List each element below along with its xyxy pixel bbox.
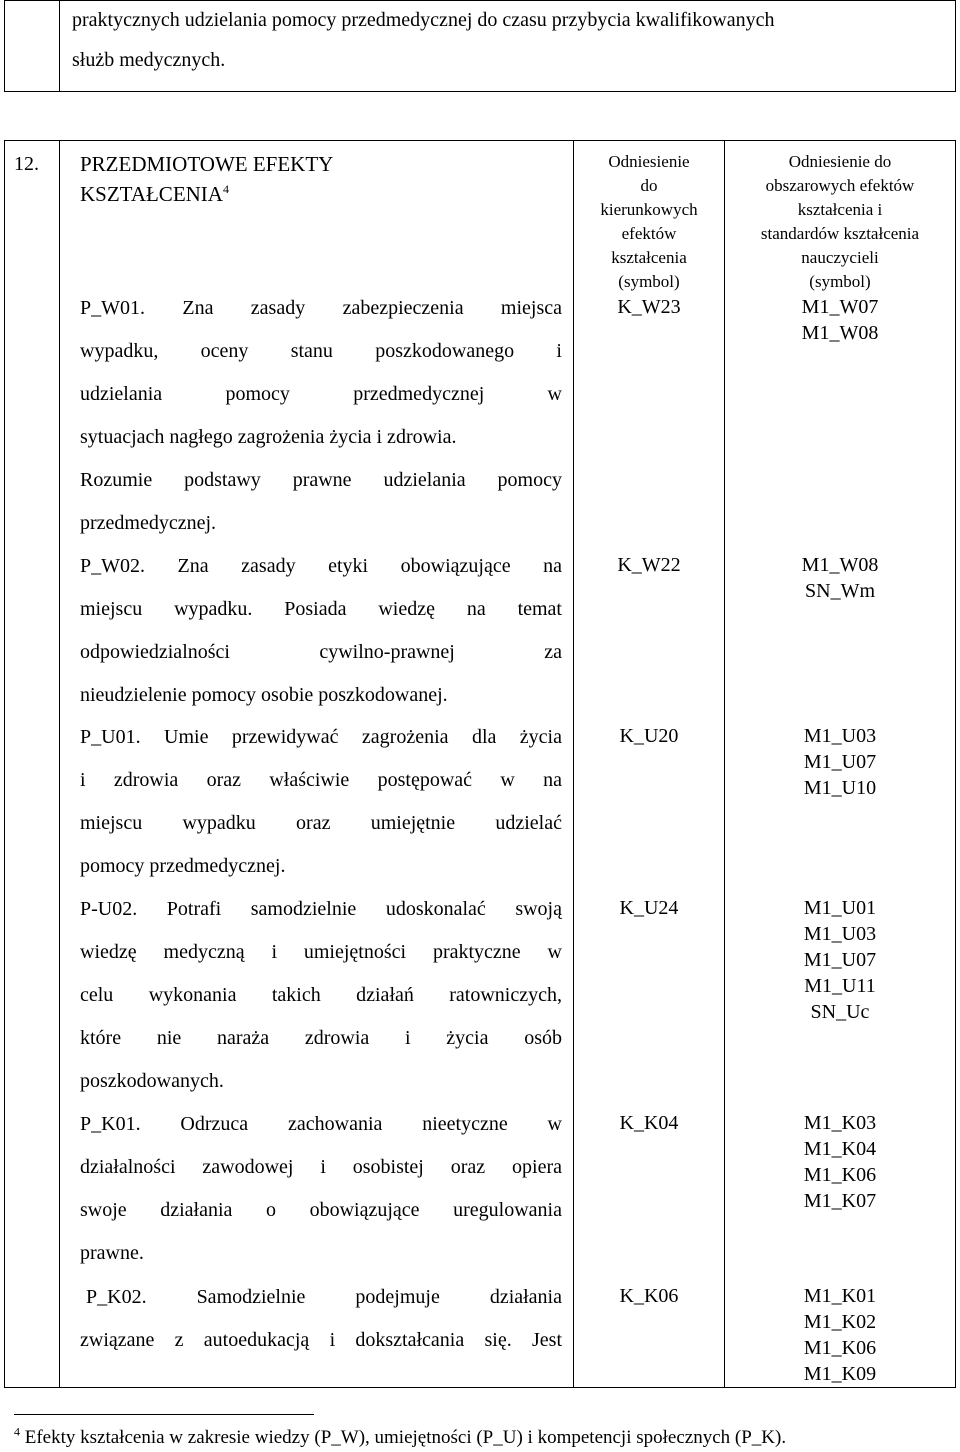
obszarowe-code: SN_Uc	[810, 1001, 870, 1023]
footnote	[14, 1426, 786, 1450]
kierunkowe-code: K_W23	[617, 296, 681, 318]
col-divider-description	[573, 140, 574, 1388]
obszarowe-code: SN_Wm	[805, 580, 875, 602]
header-obszarowe-line-3: kształcenia i	[797, 200, 883, 219]
obszarowe-codes-p-u02	[725, 895, 955, 1025]
header-kierunkowe-line-3: kierunkowych	[600, 200, 698, 219]
header-kierunkowe	[574, 150, 724, 294]
footnote-mark: 4	[14, 1424, 20, 1439]
obszarowe-code: M1_U11	[804, 975, 876, 997]
footnote-text: Efekty kształcenia w zakresie wiedzy (P_W), umiejętności (P_U) i kompetencji społecznych (P_K).	[24, 1427, 787, 1448]
effect-code: P_K02.	[86, 1286, 147, 1308]
effect-row-p-k02	[80, 1276, 562, 1362]
obszarowe-code: M1_K09	[803, 1363, 877, 1385]
effect-line	[80, 888, 562, 931]
top-row-text-line-1: praktycznych udzielania pomocy przedmedycznej do czasu przybycia kwalifikowanych	[72, 9, 775, 31]
header-obszarowe-line-1: Odniesienie do	[788, 152, 892, 171]
obszarowe-code: M1_U10	[803, 777, 877, 799]
obszarowe-code: M1_K06	[803, 1164, 877, 1186]
section-title-line-1: PRZEDMIOTOWE EFEKTY	[80, 152, 334, 176]
obszarowe-code: M1_K02	[803, 1311, 877, 1333]
header-obszarowe-line-4: standardów kształcenia	[760, 224, 920, 243]
effect-line: które nie naraża zdrowia i życia osób	[80, 1027, 562, 1049]
effect-text: Umie przewidywać zagrożenia dla życia	[164, 726, 562, 748]
effect-line: prawne.	[80, 1242, 144, 1264]
header-kierunkowe-line-1: Odniesienie	[608, 152, 690, 171]
kierunkowe-code: K_K06	[619, 1285, 679, 1307]
effect-line: poszkodowanych.	[80, 1070, 224, 1092]
effect-line: wypadku, oceny stanu poszkodowanego i	[80, 340, 562, 362]
effect-line: działalności zawodowej i osobistej oraz opiera	[80, 1156, 562, 1178]
effect-text: Zna zasady etyki obowiązujące na	[177, 555, 563, 577]
effect-row-p-u01	[80, 716, 562, 888]
obszarowe-code: M1_U03	[803, 923, 877, 945]
effect-line: sytuacjach nagłego zagrożenia życia i zdrowia.	[80, 426, 457, 448]
obszarowe-codes-p-w01	[725, 294, 955, 346]
effect-code: P_K01.	[80, 1113, 141, 1135]
kierunkowe-code: K_K04	[619, 1112, 679, 1134]
obszarowe-code: M1_W08	[801, 554, 879, 576]
header-kierunkowe-line-5: kształcenia	[611, 248, 687, 267]
effect-line	[80, 716, 562, 759]
effect-line: odpowiedzialności cywilno-prawnej za	[80, 641, 562, 663]
effect-row-p-w02	[80, 545, 562, 717]
effect-line: celu wykonania takich działań ratowniczych,	[80, 984, 562, 1006]
section-number: 12.	[14, 153, 39, 175]
section-title-line-2	[80, 180, 229, 208]
top-row-left-divider	[59, 0, 60, 92]
obszarowe-code: M1_K07	[803, 1190, 877, 1212]
effect-text: Odrzuca zachowania nieetyczne w	[180, 1113, 563, 1135]
effect-text: Samodzielnie podejmuje działania	[196, 1286, 562, 1308]
effect-line: wiedzę medyczną i umiejętności praktyczne w	[80, 941, 562, 963]
obszarowe-code: M1_K01	[803, 1285, 877, 1307]
header-obszarowe	[725, 150, 955, 294]
header-obszarowe-line-6: (symbol)	[809, 272, 871, 291]
obszarowe-code: M1_K06	[803, 1337, 877, 1359]
effect-line: pomocy przedmedycznej.	[80, 855, 286, 877]
kierunkowe-code: K_U20	[619, 725, 679, 747]
header-obszarowe-line-5: nauczycieli	[801, 248, 879, 267]
header-kierunkowe-line-6: (symbol)	[618, 272, 680, 291]
obszarowe-code: M1_K04	[803, 1138, 877, 1160]
kierunkowe-code: K_U24	[619, 897, 679, 919]
header-kierunkowe-line-4: efektów	[621, 224, 677, 243]
obszarowe-code: M1_U01	[803, 897, 877, 919]
effect-line: udzielania pomocy przedmedycznej w	[80, 383, 562, 405]
kierunkowe-codes-p-w02	[574, 552, 724, 578]
effect-line: nieudzielenie pomocy osobie poszkodowanej.	[80, 684, 448, 706]
effect-code: P_W01.	[80, 297, 145, 319]
effect-line	[80, 545, 562, 588]
effect-line	[80, 287, 562, 330]
kierunkowe-codes-p-u01	[574, 723, 724, 749]
effect-line: związane z autoedukacją i dokształcania się. Jest	[80, 1329, 562, 1351]
kierunkowe-codes-p-u02	[574, 895, 724, 921]
obszarowe-codes-p-u01	[725, 723, 955, 801]
obszarowe-code: M1_K03	[803, 1112, 877, 1134]
effect-text: Potrafi samodzielnie udoskonalać swoją	[166, 898, 562, 920]
obszarowe-codes-p-k01	[725, 1110, 955, 1214]
kierunkowe-codes-p-k02	[574, 1283, 724, 1309]
obszarowe-codes-p-k02	[725, 1283, 955, 1387]
effect-text: Zna zasady zabezpieczenia miejsca	[182, 297, 562, 319]
obszarowe-code: M1_U07	[803, 751, 877, 773]
header-kierunkowe-line-2: do	[640, 176, 658, 195]
section-title-word: KSZTAŁCENIA	[80, 182, 223, 206]
obszarowe-code: M1_W07	[801, 296, 879, 318]
kierunkowe-code: K_W22	[617, 554, 681, 576]
effect-code: P-U02.	[80, 898, 138, 920]
top-row-text-line-2: służb medycznych.	[72, 49, 226, 71]
effect-code: P_U01.	[80, 726, 141, 748]
footnote-separator	[14, 1414, 314, 1415]
effect-code: P_W02.	[80, 555, 145, 577]
effect-line	[80, 1276, 562, 1319]
obszarowe-codes-p-w02	[725, 552, 955, 604]
effect-line: i zdrowia oraz właściwie postępować w na	[80, 769, 562, 791]
kierunkowe-codes-p-k01	[574, 1110, 724, 1136]
header-obszarowe-line-2: obszarowych efektów	[765, 176, 915, 195]
kierunkowe-codes-p-w01	[574, 294, 724, 320]
obszarowe-code: M1_U07	[803, 949, 877, 971]
effect-row-p-u02	[80, 888, 562, 1103]
effect-row-p-k01	[80, 1103, 562, 1275]
effect-line: miejscu wypadku oraz umiejętnie udzielać	[80, 812, 562, 834]
effect-line: Rozumie podstawy prawne udzielania pomocy	[80, 469, 562, 491]
section-footnote-mark: 4	[222, 182, 229, 196]
effect-row-p-w01	[80, 287, 562, 545]
obszarowe-code: M1_U03	[803, 725, 877, 747]
effect-line	[80, 1103, 562, 1146]
effect-line: miejscu wypadku. Posiada wiedzę na temat	[80, 598, 562, 620]
obszarowe-code: M1_W08	[801, 322, 879, 344]
effect-line: swoje działania o obowiązujące uregulowania	[80, 1199, 562, 1221]
col-divider-number	[59, 140, 60, 1388]
effect-line: przedmedycznej.	[80, 512, 217, 534]
